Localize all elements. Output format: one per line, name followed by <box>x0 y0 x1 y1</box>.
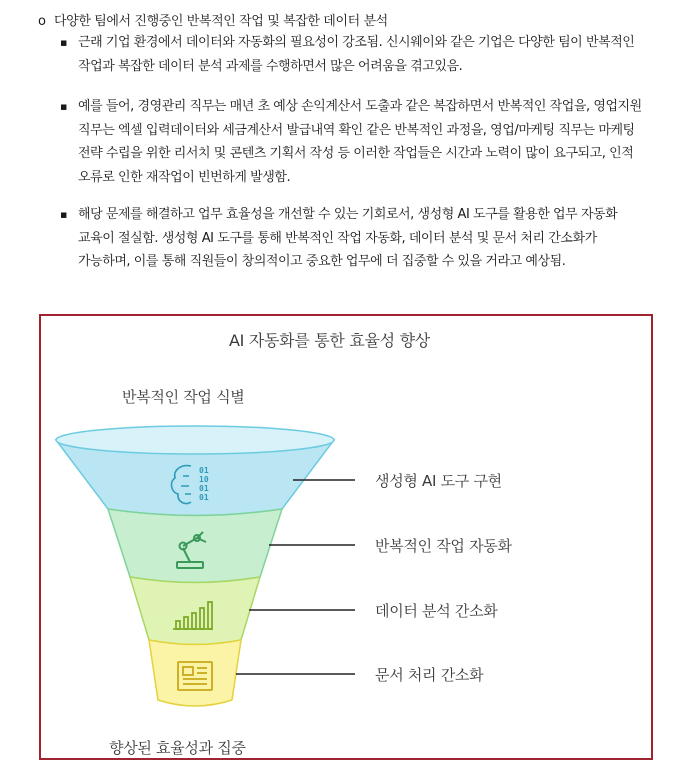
bullet-item-2 <box>60 95 644 189</box>
heading-text: 다양한 팀에서 진행중인 반복적인 작업 및 복잡한 데이터 분석 <box>54 14 388 29</box>
funnel-bottom-label: 향상된 효율성과 집중 <box>109 739 246 757</box>
binary-digits: 10 <box>199 475 209 484</box>
binary-digits: 01 <box>199 493 209 502</box>
stage-label-2: 반복적인 작업 자동화 <box>375 537 512 555</box>
funnel-top-label: 반복적인 작업 식별 <box>122 388 245 406</box>
binary-digits: 01 <box>199 466 209 475</box>
funnel-stage-4 <box>149 640 241 706</box>
funnel-rim <box>56 426 334 454</box>
stage-label-4: 문서 처리 간소화 <box>375 666 484 684</box>
bullet-item-3 <box>60 203 644 274</box>
figure-title: AI 자동화를 통한 효율성 향상 <box>229 331 430 350</box>
stage-label-3: 데이터 분석 간소화 <box>375 602 498 620</box>
heading-marker: o <box>38 14 46 29</box>
section-heading <box>38 10 388 29</box>
bullet-text: 예를 들어, 경영관리 직무는 매년 초 예상 손익계산서 도출과 같은 복잡하면서 반복적인 작업을, 영업지원 직무는 엑셀 입력데이터와 세금계산서 발급내역 확인 같은 반복적인 과정을, 영업/마케팅 직무는 마케팅 전략 수립을 위한 리서치 및 콘텐츠 기획서 작성 등 이러한 작업들은 시간과 노력이 많이 요구되고, 인적 오류로 인한 재작업이 빈번하게 발생함. <box>78 99 642 185</box>
bullet-marker: ▪ <box>60 36 68 49</box>
funnel-stage-2 <box>108 509 282 583</box>
bullet-item-1 <box>60 31 644 78</box>
bullet-marker: ▪ <box>60 208 68 221</box>
stage-label-1: 생성형 AI 도구 구현 <box>375 472 502 490</box>
bullet-marker: ▪ <box>60 100 68 113</box>
funnel-figure <box>39 314 653 760</box>
bullet-text: 해당 문제를 해결하고 업무 효율성을 개선할 수 있는 기회로서, 생성형 AI 도구를 활용한 업무 자동화 교육이 절실함. 생성형 AI 도구를 통해 반복적인 작업 자동화, 데이터 분석 및 문서 처리 간소화가 가능하며, 이를 통해 직원들이 창의적이고 중요한 업무에 더 집중할 수 있을 거라고 예상됨. <box>78 207 618 269</box>
binary-digits: 01 <box>199 484 209 493</box>
funnel-stage-3 <box>130 577 260 645</box>
bullet-text: 근래 기업 환경에서 데이터와 자동화의 필요성이 강조됨. 신시웨이와 같은 기업은 다양한 팀이 반복적인 작업과 복잡한 데이터 분석 과제를 수행하면서 많은 어려움을 겪고있음. <box>78 35 635 74</box>
funnel-graphic <box>41 316 651 758</box>
